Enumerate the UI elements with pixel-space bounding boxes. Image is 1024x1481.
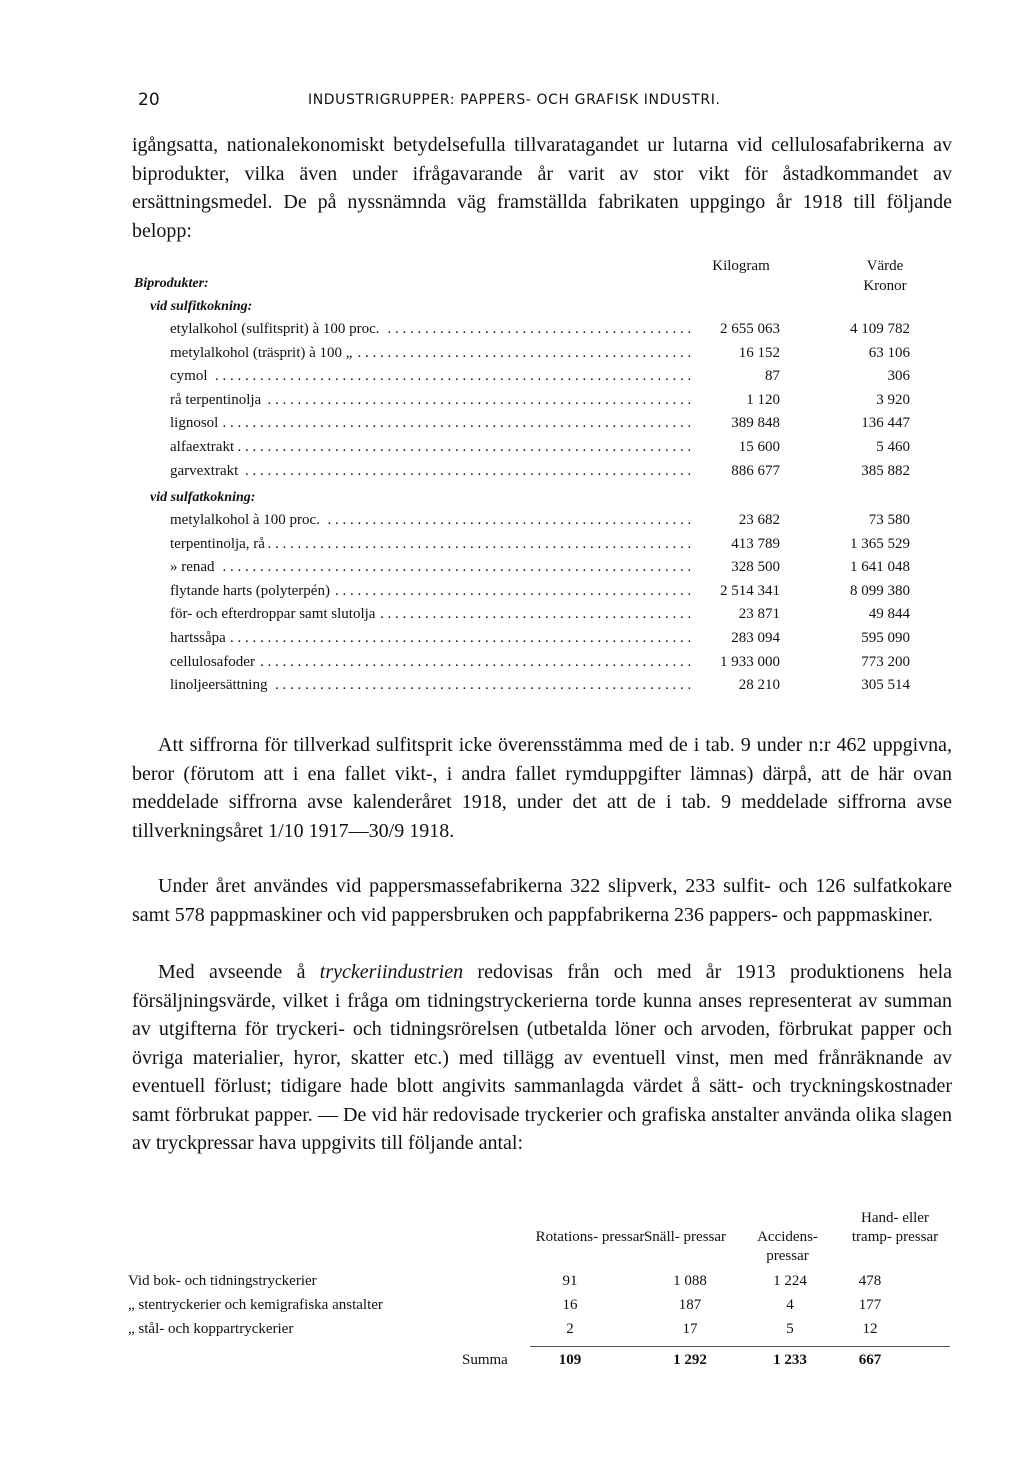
row-kilogram: 2 514 341 [720,582,780,599]
row-value: 478 [858,1273,882,1289]
paragraph-printing [132,958,952,1158]
column-header-rotation: Rotations- pressar [535,1229,645,1245]
sum-accidens: 1 233 [773,1352,807,1368]
row-label: „ stentryckerier och kemigrafiska anstalter [128,1297,383,1313]
row-kronor: 306 [887,368,910,385]
row-kilogram: 1 933 000 [720,653,780,670]
row-label [170,439,690,456]
table-row [170,392,930,414]
paragraph-intro: igångsatta, nationalekonomiskt betydelsefulla tillvaratagandet ur lutarna vid cellulosafabrikerna av biprodukter, vilka även under ifrågavarande år varit av stor vikt för åstadkommandet av ersättningsmedel. De på nyssnämnda väg framställda fabrikaten uppgingo år 1918 till följande belopp: [132,134,952,242]
paragraph-printing-emph: tryckeriindustrien [319,961,464,983]
row-label [170,677,690,694]
row-kilogram: 23 871 [738,606,780,623]
row-label [170,345,690,362]
row-kronor: 73 580 [868,512,910,528]
row-kilogram: 283 094 [731,630,780,646]
row-kronor: 136 447 [861,415,910,432]
row-label-text: linoljeersättning [170,677,270,693]
row-kilogram: 886 677 [731,462,780,479]
row-kilogram: 328 500 [731,559,780,576]
table-row [170,606,930,628]
row-label-text: lignosol [170,415,221,431]
table-row [170,512,930,534]
table-heading-biprodukter: Biprodukter: [134,276,209,291]
page-header [138,90,958,114]
section-sulfatkokning: vid sulfatkokning: [150,490,256,505]
row-label [170,392,690,409]
row-label-text: rå terpentinolja [170,392,264,408]
column-header-accidens: Accidens- pressar [757,1229,818,1264]
row-value: 2 [566,1321,574,1337]
row-label-text: cellulosafoder [170,654,258,670]
sum-rotation: 109 [558,1352,582,1368]
table-row [170,536,930,558]
row-kronor: 63 106 [868,344,910,361]
table-row [170,345,930,367]
row-label [170,630,690,647]
row-label-text: cymol [170,368,211,384]
table-row [128,1321,948,1343]
row-label [170,415,690,432]
table-row [170,654,930,676]
row-label-text: för- och efterdroppar samt slutolja [170,606,378,622]
paragraph-machines [132,872,952,929]
row-label [170,606,690,623]
paragraph-sulfitsprit [132,731,952,845]
row-label [170,654,690,671]
row-label [170,512,690,529]
row-value: 5 [786,1321,794,1337]
table-row [170,630,930,652]
table-row [170,439,930,461]
row-label-text: garvextrakt [170,463,241,479]
row-label-text: alfaextrakt [170,439,237,455]
table-row [170,559,930,581]
row-kronor: 1 365 529 [850,535,910,552]
row-kilogram: 23 682 [738,512,780,528]
row-value: 1 088 [673,1273,707,1289]
row-kilogram: 413 789 [731,535,780,552]
row-label-text: terpentinolja, rå [170,536,268,552]
column-header-snall: Snäll- pressar [643,1229,727,1245]
row-label-text: flytande harts (polyterpén) [170,583,333,599]
sum-divider [530,1346,950,1347]
row-kronor: 1 641 048 [850,559,910,576]
row-label-text: » renad [170,559,218,575]
row-label [170,559,690,576]
table-row [170,463,930,485]
row-kronor: 385 882 [861,462,910,479]
row-kilogram: 15 600 [738,439,780,455]
row-value: 16 [562,1297,578,1313]
row-value: 4 [786,1297,794,1313]
row-kronor: 8 099 380 [850,582,910,599]
row-kilogram: 16 152 [738,344,780,361]
table-row [128,1273,948,1295]
row-label: Vid bok- och tidningstryckerier [128,1273,317,1289]
row-kronor: 4 109 782 [850,321,910,337]
table-row [170,677,930,699]
table-row [170,583,930,605]
row-kronor: 5 460 [876,439,910,455]
paragraph-machines-text: Under året användes vid pappersmassefabrikerna 322 slipverk, 233 sulfit- och 126 sulfatkokare samt 578 pappmaskiner och vid pappersbruken och pappfabrikerna 236 pappers- och pappmaskiner. [132,875,952,926]
paragraph-printing-after: redovisas från och med år 1913 produktionens hela försäljningsvärde, vilket i fråga om tidningstryckerierna torde kunna anses representerat av summan av utgifterna för tryckeri- och tidningsrörelsen (utbetalda löner och arvoden, förbrukat papper och övriga materialier, hyror, skatter etc.) med tillägg av eventuell vinst, men med frånräknande av eventuell förlust; tidigare hade blott angivits sammanlagda värdet å sätt- och tryckningskostnader samt förbrukat papper. — De vid här redovisade tryckerier och grafiska anstalter använda olika slagen av tryckpressar hava uppgivits till följande antal: [132,961,953,1154]
row-label [170,368,690,385]
row-label [170,463,690,480]
column-header-value: Värde [866,258,904,274]
sum-snall: 1 292 [673,1352,707,1368]
row-kilogram: 2 655 063 [720,321,780,337]
sum-row [128,1352,948,1374]
row-value: 12 [862,1321,878,1337]
section-sulfitkokning: vid sulfitkokning: [150,299,253,314]
sum-label: Summa [462,1352,508,1368]
row-label-text: metylalkohol à 100 proc. [170,512,323,528]
column-header-hand: Hand- eller tramp- pressar [851,1210,939,1245]
row-value: 187 [678,1297,702,1313]
row-label-text: etylalkohol (sulfitsprit) à 100 proc. [170,321,383,337]
row-kronor: 773 200 [861,653,910,670]
column-header-kronor: Kronor [863,278,907,294]
table-row [170,321,930,343]
row-kilogram: 389 848 [731,415,780,432]
row-label [170,321,690,338]
row-value: 91 [562,1273,578,1289]
row-kronor: 595 090 [861,630,910,646]
row-label-text: hartssåpa [170,630,229,646]
table-row [170,368,930,390]
paragraph-sulfitsprit-text: Att siffrorna för tillverkad sulfitsprit icke överensstämma med de i tab. 9 under n:r 462 uppgivna, beror (förutom att i ena fallet vikt-, i andra fallet rymduppgifter lämnas) därpå, att de här ovan meddelade siffrorna avse kalenderåret 1918, under det att de i tab. 9 meddelade siffrorna avse tillverkningsåret 1/10 1917—30/9 1918. [132,734,952,842]
row-label-text: metylalkohol (träsprit) à 100 „ [170,345,355,361]
running-title: INDUSTRIGRUPPER: PAPPERS- OCH GRAFISK INDUSTRI. [308,92,721,108]
row-kilogram: 1 120 [746,391,780,408]
row-value: 1 224 [773,1273,807,1289]
row-kilogram: 28 210 [738,677,780,694]
sum-hand: 667 [858,1352,882,1368]
row-label [170,536,690,553]
paragraph-printing-before: Med avseende å [158,961,320,983]
page-number: 20 [138,90,160,110]
row-value: 177 [858,1297,882,1313]
row-value: 17 [682,1321,698,1337]
row-label: „ stål- och koppartryckerier [128,1321,294,1337]
table-row [170,415,930,437]
row-kronor: 305 514 [861,677,910,694]
column-header-kilogram: Kilogram [712,258,770,274]
row-kilogram: 87 [765,368,780,385]
table-row [128,1297,948,1319]
row-kronor: 3 920 [876,391,910,408]
row-kronor: 49 844 [868,606,910,623]
row-label [170,583,690,600]
